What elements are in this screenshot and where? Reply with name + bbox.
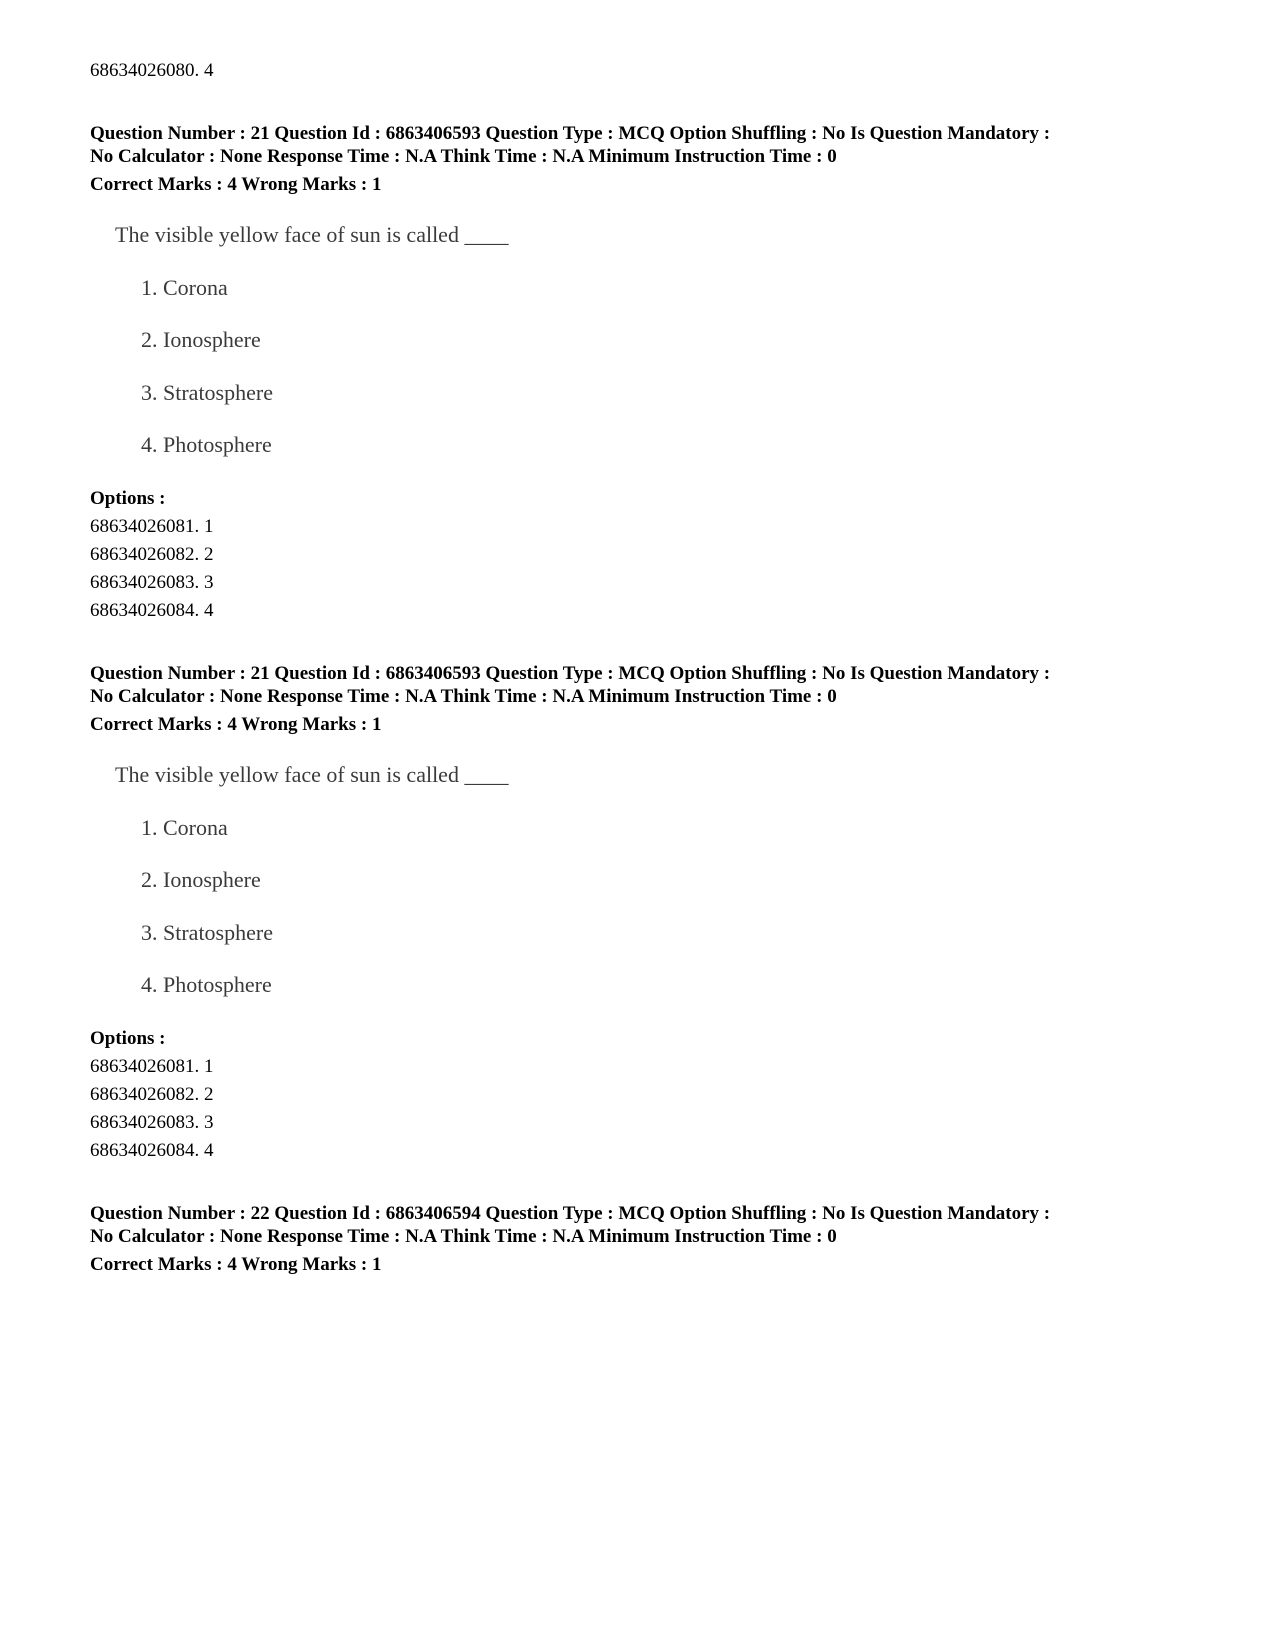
previous-option-line: 68634026080. 4: [90, 60, 214, 81]
option-id-3: 68634026083. 3: [90, 1112, 214, 1133]
question-choice-4: 4. Photosphere: [141, 432, 272, 457]
question-choice-1: 1. Corona: [141, 275, 228, 300]
question-choice-3: 3. Stratosphere: [141, 380, 273, 405]
question-text: The visible yellow face of sun is called ____: [115, 762, 509, 787]
option-id-2: 68634026082. 2: [90, 544, 214, 565]
options-label: Options :: [90, 1028, 166, 1049]
question-choice-4: 4. Photosphere: [141, 972, 272, 997]
option-id-4: 68634026084. 4: [90, 1140, 214, 1161]
question-choice-2: 2. Ionosphere: [141, 327, 261, 352]
question-choice-3: 3. Stratosphere: [141, 920, 273, 945]
question-header-line2: No Calculator : None Response Time : N.A Think Time : N.A Minimum Instruction Time : 0: [90, 146, 837, 167]
question-header-line2: No Calculator : None Response Time : N.A Think Time : N.A Minimum Instruction Time : 0: [90, 1226, 837, 1247]
question-header-line1: Question Number : 22 Question Id : 6863406594 Question Type : MCQ Option Shuffling : No Is Question Mandatory :: [90, 1203, 1051, 1224]
question-text: The visible yellow face of sun is called ____: [115, 222, 509, 247]
question-header-line2: No Calculator : None Response Time : N.A Think Time : N.A Minimum Instruction Time : 0: [90, 686, 837, 707]
option-id-1: 68634026081. 1: [90, 516, 214, 537]
question-marks: Correct Marks : 4 Wrong Marks : 1: [90, 1254, 382, 1275]
option-id-1: 68634026081. 1: [90, 1056, 214, 1077]
question-choice-1: 1. Corona: [141, 815, 228, 840]
question-header-line1: Question Number : 21 Question Id : 6863406593 Question Type : MCQ Option Shuffling : No Is Question Mandatory :: [90, 123, 1051, 144]
question-header-line1: Question Number : 21 Question Id : 6863406593 Question Type : MCQ Option Shuffling : No Is Question Mandatory :: [90, 663, 1051, 684]
option-id-3: 68634026083. 3: [90, 572, 214, 593]
options-label: Options :: [90, 488, 166, 509]
option-id-2: 68634026082. 2: [90, 1084, 214, 1105]
question-choice-2: 2. Ionosphere: [141, 867, 261, 892]
question-marks: Correct Marks : 4 Wrong Marks : 1: [90, 714, 382, 735]
option-id-4: 68634026084. 4: [90, 600, 214, 621]
question-marks: Correct Marks : 4 Wrong Marks : 1: [90, 174, 382, 195]
